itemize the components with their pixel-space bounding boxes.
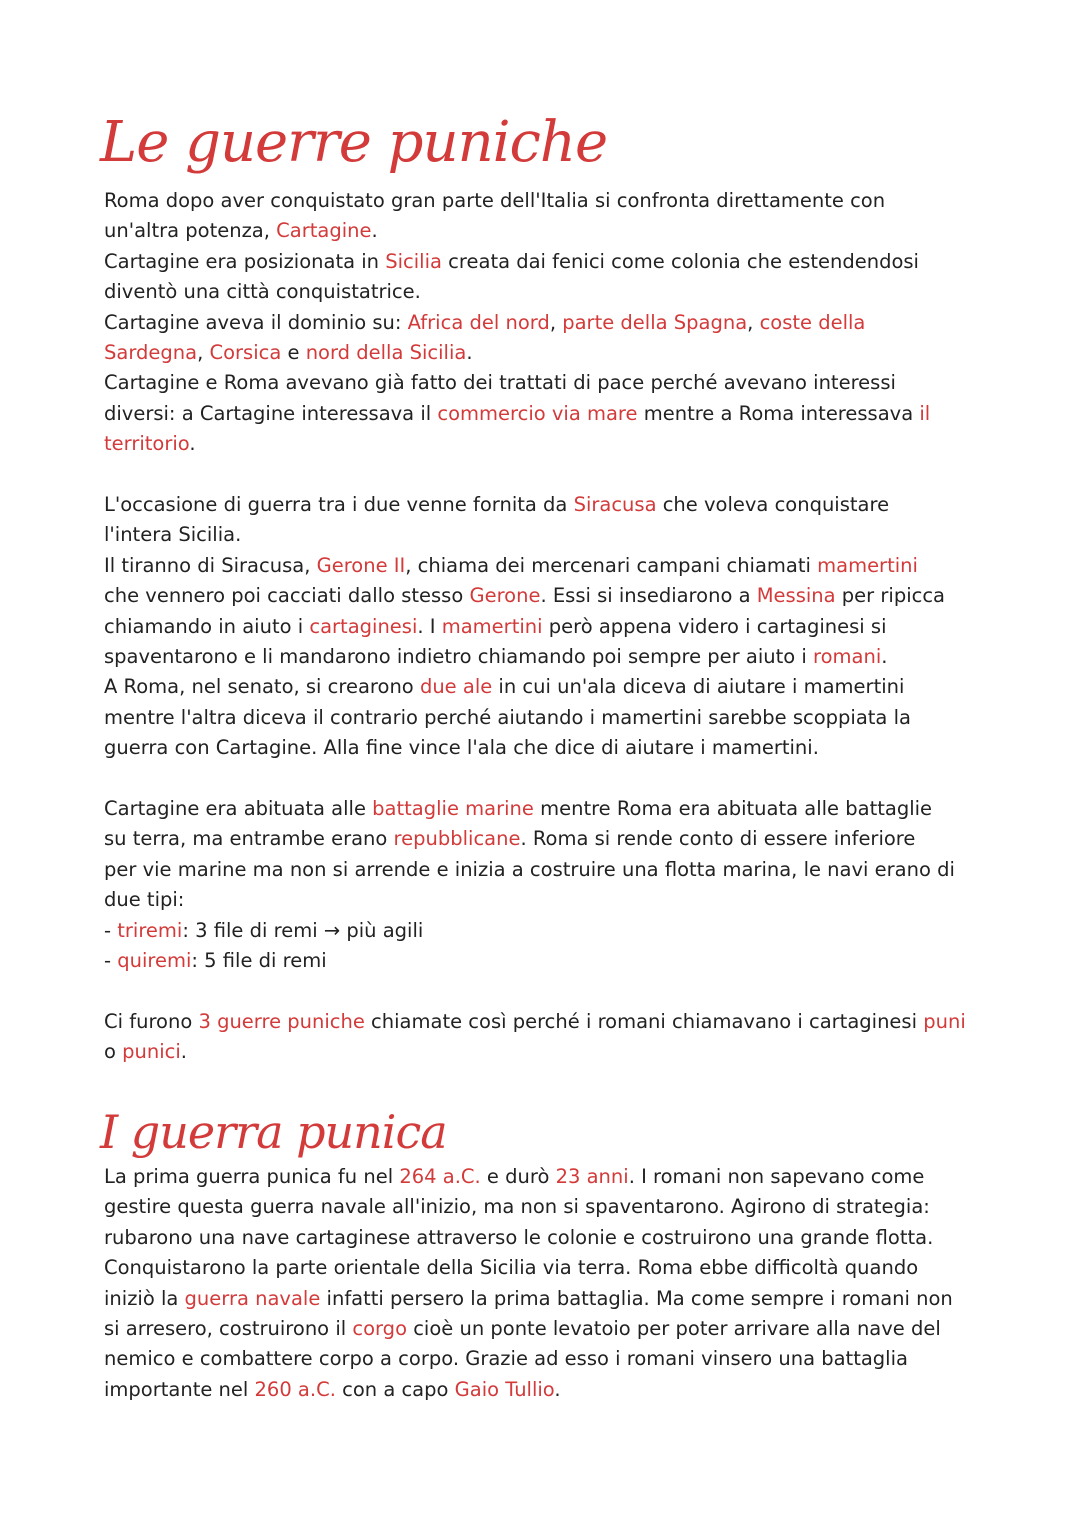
text-line	[104, 1375, 1004, 1405]
text-run: .	[371, 219, 378, 243]
text-run: rubarono una nave cartaginese attraverso le colonie e costruirono una grande flotta.	[104, 1225, 934, 1249]
text-run: l'intera Sicilia.	[104, 523, 242, 547]
highlighted-term: 260 a.C.	[254, 1377, 336, 1401]
text-run: ,	[747, 310, 760, 334]
text-line	[104, 733, 1004, 763]
text-run: su terra, ma entrambe erano	[104, 827, 394, 851]
text-run: però appena videro i cartaginesi si	[542, 614, 887, 638]
page-title: Le guerre puniche	[100, 110, 608, 175]
highlighted-term: parte della Spagna	[562, 310, 748, 334]
highlighted-term: mamertini	[817, 553, 918, 577]
text-line	[104, 916, 1004, 946]
text-run: Conquistarono la parte orientale della Sicilia via terra. Roma ebbe difficoltà quando	[104, 1256, 919, 1280]
text-run: per vie marine ma non si arrende e inizia a costruire una flotta marina, le navi erano di	[104, 857, 955, 881]
text-line	[104, 1037, 1004, 1067]
highlighted-term: territorio	[104, 432, 190, 456]
text-run: La prima guerra punica fu nel	[104, 1165, 400, 1188]
text-run: infatti persero la prima battaglia. Ma come sempre i romani non	[320, 1286, 953, 1310]
text-run: Roma dopo aver conquistato gran parte dell'Italia si confronta direttamente con	[104, 189, 886, 212]
text-line	[104, 1192, 1004, 1222]
text-run: Cartagine era abituata alle	[104, 797, 373, 820]
highlighted-term: Sicilia	[385, 249, 442, 273]
highlighted-term: punici	[122, 1040, 181, 1064]
text-run: mentre Roma era abituata alle battaglie	[533, 797, 933, 820]
text-line	[104, 612, 1004, 642]
highlighted-term: 264 a.C.	[399, 1165, 481, 1188]
text-line	[104, 429, 1004, 459]
text-line	[104, 672, 1004, 702]
section-title: I guerra punica	[100, 1105, 447, 1159]
text-run: per ripicca	[835, 584, 946, 608]
paragraph-occasione	[104, 490, 1004, 764]
highlighted-term: coste della	[759, 310, 866, 334]
text-run: ,	[197, 340, 210, 364]
text-run: con a capo	[335, 1377, 455, 1401]
text-run: creata dai fenici come colonia che estendendosi	[441, 249, 919, 273]
highlighted-term: il	[919, 401, 931, 425]
highlighted-term: due ale	[419, 675, 493, 699]
highlighted-term: guerra navale	[184, 1286, 321, 1310]
text-line	[104, 399, 1004, 429]
text-run: diventò una città conquistatrice.	[104, 280, 421, 304]
highlighted-term: corgo	[352, 1316, 407, 1340]
highlighted-term: romani	[813, 644, 882, 668]
text-line	[104, 1284, 1004, 1314]
highlighted-term: Sardegna	[104, 340, 198, 364]
text-line	[104, 1253, 1004, 1283]
text-run: chiamate così perché i romani chiamavano i cartaginesi	[364, 1010, 924, 1033]
text-run: : 3 file di remi → più agili	[182, 918, 424, 942]
paragraph-intro	[104, 186, 1004, 460]
text-run: guerra con Cartagine. Alla fine vince l'ala che dice di aiutare i mamertini.	[104, 736, 819, 760]
text-run: Cartagine era posizionata in	[104, 249, 386, 273]
text-run: Il tiranno di Siracusa,	[104, 553, 317, 577]
text-line	[104, 824, 1004, 854]
text-run: A Roma, nel senato, si crearono	[104, 675, 420, 699]
text-run: nemico e combattere corpo a corpo. Grazie ad esso i romani vinsero una battaglia	[104, 1347, 908, 1371]
text-run: gestire questa guerra navale all'inizio, ma non si spaventarono. Agirono di strategia:	[104, 1195, 930, 1219]
text-run: .	[180, 1040, 187, 1064]
text-line	[104, 1007, 1004, 1037]
text-line	[104, 946, 1004, 976]
highlighted-term: Gerone	[469, 584, 541, 608]
highlighted-term: repubblicane	[393, 827, 521, 851]
text-run: e durò	[480, 1165, 556, 1188]
text-run: -	[104, 918, 118, 942]
paragraph-prima-guerra	[104, 1162, 1004, 1405]
highlighted-term: 23 anni	[555, 1165, 629, 1188]
text-run: . I romani non sapevano come	[628, 1165, 925, 1188]
highlighted-term: 3 guerre puniche	[198, 1010, 365, 1033]
highlighted-term: Cartagine	[276, 219, 372, 243]
text-run: si arresero, costruirono il	[104, 1316, 353, 1340]
text-run: .	[466, 340, 473, 364]
text-run: che voleva conquistare	[656, 493, 890, 516]
highlighted-term: Africa del nord	[407, 310, 550, 334]
text-run: : 5 file di remi	[191, 948, 327, 972]
text-run: diversi: a Cartagine interessava il	[104, 401, 438, 425]
highlighted-term: Gaio Tullio	[454, 1377, 555, 1401]
highlighted-term: Siracusa	[573, 493, 657, 516]
text-run: , chiama dei mercenari campani chiamati	[405, 553, 818, 577]
highlighted-term: cartaginesi	[309, 614, 418, 638]
highlighted-term: Gerone II	[316, 553, 406, 577]
highlighted-term: triremi	[117, 918, 183, 942]
text-line	[104, 520, 1004, 550]
text-line	[104, 885, 1004, 915]
text-run: chiamando in aiuto i	[104, 614, 310, 638]
text-run: mentre l'altra diceva il contrario perché aiutando i mamertini sarebbe scoppiata la	[104, 705, 911, 729]
text-run: un'altra potenza,	[104, 219, 277, 243]
text-run: .	[881, 644, 888, 668]
highlighted-term: mamertini	[441, 614, 543, 638]
paragraph-tre-guerre	[104, 1007, 1004, 1068]
text-line	[104, 855, 1004, 885]
text-line	[104, 642, 1004, 672]
text-run: cioè un ponte levatoio per poter arrivare alla nave del	[407, 1316, 941, 1340]
text-run: Cartagine e Roma avevano già fatto dei trattati di pace perché avevano interessi	[104, 371, 896, 395]
text-run: importante nel	[104, 1377, 255, 1401]
text-run: due tipi:	[104, 888, 185, 912]
text-line	[104, 247, 1004, 277]
highlighted-term: commercio via mare	[437, 401, 638, 425]
text-run: in cui un'ala diceva di aiutare i mamertini	[492, 675, 905, 699]
text-line	[104, 1162, 1004, 1192]
text-line	[104, 794, 1004, 824]
highlighted-term: battaglie marine	[372, 797, 534, 820]
text-line	[104, 703, 1004, 733]
highlighted-term: Corsica	[209, 340, 282, 364]
paragraph-flotta	[104, 794, 1004, 976]
text-run: .	[189, 432, 196, 456]
text-line	[104, 1344, 1004, 1374]
highlighted-term: nord della Sicilia	[305, 340, 467, 364]
highlighted-term: puni	[923, 1010, 966, 1033]
text-run: . Essi si insediarono a	[540, 584, 757, 608]
text-line	[104, 338, 1004, 368]
text-line	[104, 277, 1004, 307]
text-line	[104, 186, 1004, 216]
text-run: Ci furono	[104, 1010, 199, 1033]
text-line	[104, 1223, 1004, 1253]
text-run: . Roma si rende conto di essere inferiore	[520, 827, 916, 851]
text-run: -	[104, 948, 118, 972]
text-line	[104, 581, 1004, 611]
text-run: che vennero poi cacciati dallo stesso	[104, 584, 470, 608]
text-run: L'occasione di guerra tra i due venne fornita da	[104, 493, 574, 516]
text-run: . I	[417, 614, 442, 638]
highlighted-term: Messina	[756, 584, 836, 608]
text-line	[104, 490, 1004, 520]
text-line	[104, 1314, 1004, 1344]
text-run: spaventarono e li mandarono indietro chiamando poi sempre per aiuto i	[104, 644, 813, 668]
text-line	[104, 216, 1004, 246]
highlighted-term: quiremi	[117, 948, 192, 972]
text-run: .	[554, 1377, 561, 1401]
text-run: mentre a Roma interessava	[637, 401, 920, 425]
text-line	[104, 551, 1004, 581]
text-run: e	[281, 340, 306, 364]
text-run: o	[104, 1040, 123, 1064]
text-line	[104, 308, 1004, 338]
text-run: iniziò la	[104, 1286, 185, 1310]
text-run: Cartagine aveva il dominio su:	[104, 310, 408, 334]
text-line	[104, 368, 1004, 398]
text-run: ,	[549, 310, 563, 334]
